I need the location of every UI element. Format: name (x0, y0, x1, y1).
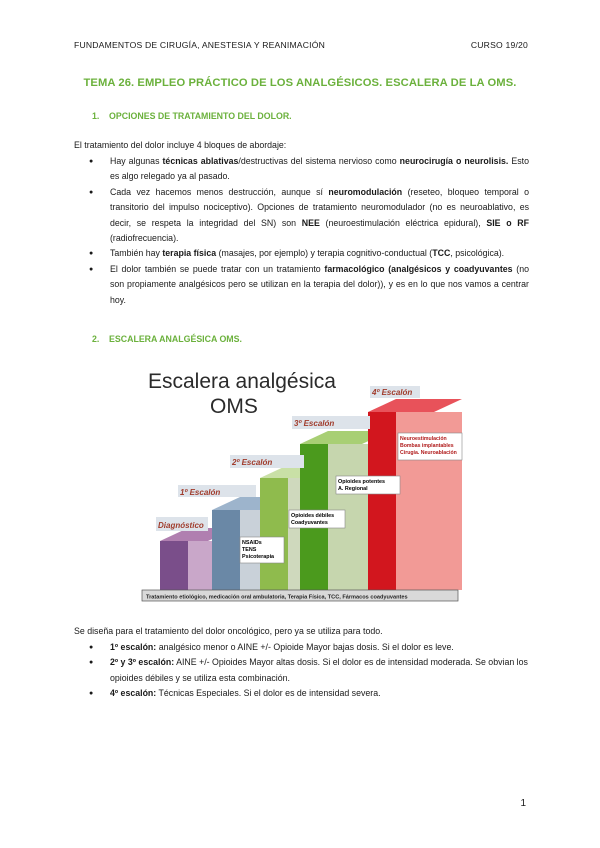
intro-paragraph: El tratamiento del dolor incluye 4 bloques de abordaje: (74, 140, 287, 150)
figure-title-line2: OMS (210, 395, 258, 418)
diagnostico-side (160, 541, 188, 590)
escalon-4-side (368, 412, 396, 590)
section-1-label: OPCIONES DE TRATAMIENTO DEL DOLOR. (109, 111, 292, 121)
escalon-3-line: Opioides potentes (338, 479, 386, 485)
escalon-4-line: Neuroestimulación (400, 436, 447, 442)
escalon-3-line: A. Regional (338, 486, 368, 492)
list-item: ● 4º escalón: Técnicas Especiales. Si el dolor es de intensidad severa. (74, 686, 529, 701)
list-item: ● 1º escalón: analgésico menor o AINE +/- Opioide Mayor bajas dosis. Si el dolor es leve. (74, 640, 529, 655)
figure-title-line1: Escalera analgésica (148, 370, 336, 393)
escalon-2-line: Coadyuvantes (291, 520, 328, 526)
section-1-number: 1. (92, 111, 100, 121)
escalon-1-side (212, 510, 240, 590)
escalon-1-line: TENS (242, 547, 257, 553)
escalon-4-label: 4º Escalón (372, 388, 413, 397)
header-left: FUNDAMENTOS DE CIRUGÍA, ANESTESIA Y REANIMACIÓN (74, 40, 326, 50)
intro-2-paragraph: Se diseña para el tratamiento del dolor oncológico, pero ya se utiliza para todo. (74, 626, 383, 636)
escalon-4-line: Cirugía. Neuroablación (400, 450, 457, 456)
escalon-1-label: 1º Escalón (180, 488, 221, 497)
header-right: CURSO 19/20 (470, 40, 528, 50)
escalon-4-top (368, 399, 462, 412)
list-item: ● También hay terapia física (masajes, por ejemplo) y terapia cognitivo-conductual (TCC, psicológica). (74, 246, 529, 261)
escalon-1-line: NSAIDs (242, 540, 262, 546)
section-2-number: 2. (92, 334, 100, 344)
escalon-2-line: Opioides débiles (291, 513, 335, 519)
list-item: ● El dolor también se puede tratar con un tratamiento farmacológico (analgésicos y coadyuvantes (no son propiamente analgésicos pero se utilizan en la terapia del dolor)), y es en lo que nos vamos a centrar hoy. (74, 262, 529, 308)
who-analgesic-ladder-figure (140, 360, 470, 610)
escalon-2-side (260, 478, 288, 590)
page-title: TEMA 26. EMPLEO PRÁCTICO DE LOS ANALGÉSICOS. ESCALERA DE LA OMS. (83, 77, 517, 89)
treatment-options-list (74, 154, 529, 308)
list-item: ● 2º y 3º escalón: AINE +/- Opioides Mayor altas dosis. Si el dolor es de intensidad moderada. Se obvian los opioides débiles y se utiliza esta combinación. (74, 655, 529, 686)
page-number: 1 (520, 798, 526, 809)
escalon-3-label: 3º Escalón (294, 419, 335, 428)
section-1-heading (92, 111, 292, 121)
diagnostico-label: Diagnóstico (158, 521, 204, 530)
escalon-4-line: Bombas implantables (400, 443, 454, 449)
escalon-1-line: Psicoterapia (242, 554, 275, 560)
base-bar-text: Tratamiento etiológico, medicación oral ambulatoria, Terapia Física, TCC, Fármacos coadyuvantes (146, 594, 408, 601)
section-2-heading (92, 334, 242, 344)
list-item: ● Cada vez hacemos menos destrucción, aunque sí neuromodulación (reseteo, bloqueo temporal o transitorio del impulso nociceptivo). Opciones de tratamiento neuromodulador (no es neuroablativo, es decir, se respeta la integridad del SN) son NEE (neuroestimulación eléctrica epidural), SIE o RF (radiofrecuencia). (74, 185, 529, 247)
section-2-label: ESCALERA ANALGÉSICA OMS. (109, 334, 242, 344)
escalon-2-label: 2º Escalón (232, 458, 273, 467)
ladder-steps-list (74, 640, 529, 702)
list-item: ● Hay algunas técnicas ablativas/destructivas del sistema nervioso como neurocirugía o neurolisis. Esto es algo relegado ya al pasado. (74, 154, 529, 185)
